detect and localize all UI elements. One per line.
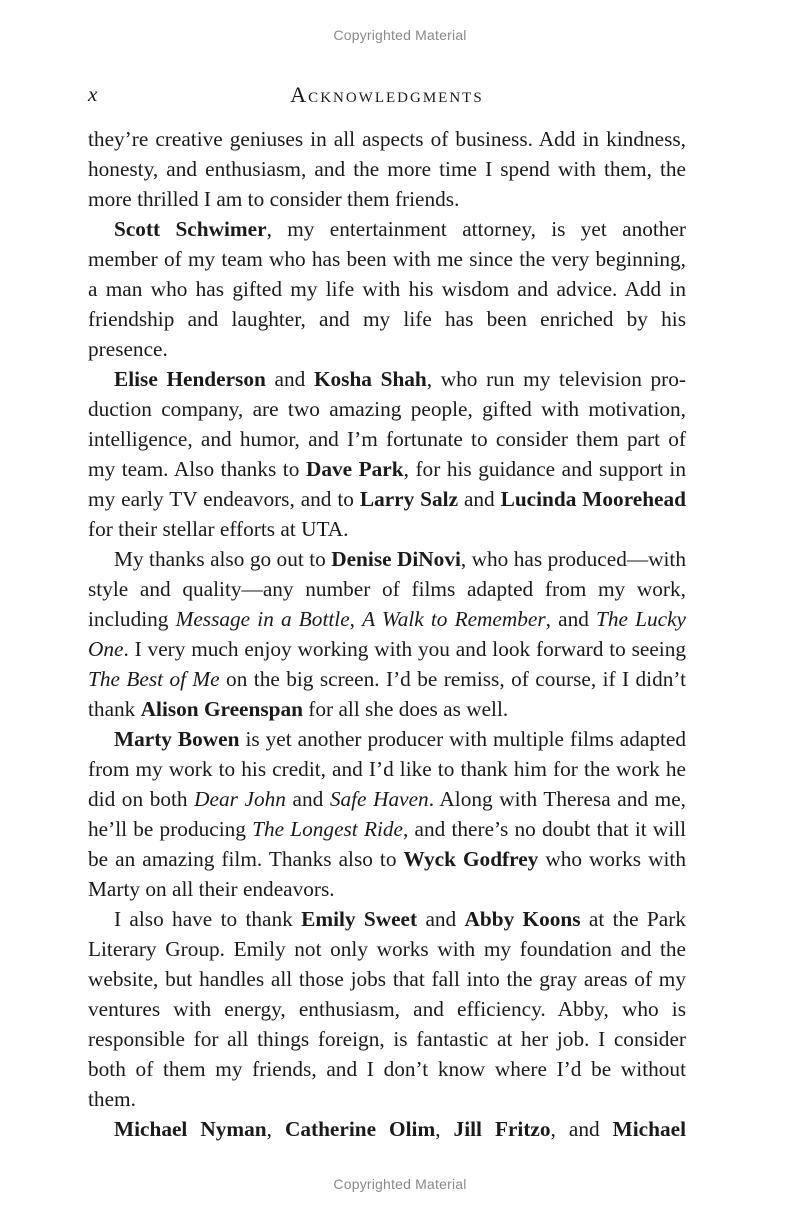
- text-run: , and: [550, 1117, 613, 1141]
- book-title: Safe Haven: [329, 787, 429, 811]
- text-run: My thanks also go out to: [114, 547, 332, 571]
- person-name: Jill Fritzo: [453, 1117, 551, 1141]
- copyright-watermark-top: Copyrighted Material: [333, 27, 467, 43]
- person-name: Scott Schwimer: [114, 217, 267, 241]
- person-name: Michael: [612, 1117, 686, 1141]
- text-run: ,: [435, 1117, 454, 1141]
- paragraph-michael-nyman: [88, 1114, 686, 1144]
- book-title: The Longest Ride: [252, 817, 403, 841]
- text-run: and: [458, 487, 501, 511]
- person-name: Dave Park: [305, 457, 404, 481]
- paragraph-emily-sweet: [88, 904, 686, 1114]
- book-title: A Walk to Remember: [362, 607, 546, 631]
- text-run: they’re creative geniuses in all aspects of business. Add in kindness, honesty, and enthusiasm, and the more time I spend with them, the more thrilled I am to consider them friends.: [88, 127, 686, 211]
- text-run: I also have to thank: [114, 907, 302, 931]
- paragraph-elise-henderson: [88, 364, 686, 544]
- paragraph-scott-schwimer: [88, 214, 686, 364]
- text-run: , and: [545, 607, 597, 631]
- text-run: , for his guidance and support in my early TV endeavors, and to: [88, 457, 686, 511]
- body-text: [88, 124, 686, 1144]
- book-title: Message in a Bottle: [175, 607, 350, 631]
- text-run: , my entertainment attorney, is yet another member of my team who has been with me since the very beginning, a man who has gifted my life with his wisdom and advice. Add in friendship and laughter, and my life has been enriched by his presence.: [88, 217, 686, 361]
- book-title: Dear John: [194, 787, 286, 811]
- paragraph-continuation: [88, 124, 686, 214]
- text-run: on the big screen. I’d be remiss, of course, if I didn’t thank: [88, 667, 687, 721]
- text-run: , and there’s no doubt that it will be an amazing film. Thanks also to: [88, 817, 686, 871]
- person-name: Kosha Shah: [313, 367, 427, 391]
- running-head: [88, 82, 686, 110]
- text-run: , who has produced—with style and quality—any number of films adapted from my work, including: [88, 547, 686, 631]
- text-run: . Along with Theresa and me, he’ll be producing: [88, 787, 686, 841]
- text-run: and: [417, 907, 465, 931]
- person-name: Marty Bowen: [114, 727, 240, 751]
- text-run: for all she does as well.: [302, 697, 509, 721]
- text-run: ,: [266, 1117, 285, 1141]
- text-run: and: [265, 367, 314, 391]
- person-name: Catherine Olim: [284, 1117, 436, 1141]
- text-run: for their stellar efforts at UTA.: [88, 517, 349, 541]
- person-name: Alison Greenspan: [140, 697, 303, 721]
- person-name: Michael Nyman: [114, 1117, 267, 1141]
- paragraph-marty-bowen: [88, 724, 686, 904]
- page-number: x: [88, 82, 98, 106]
- person-name: Abby Koons: [464, 907, 581, 931]
- person-name: Wyck Godfrey: [403, 847, 539, 871]
- text-run: is yet another producer with multiple films adapted from my work to his credit, and I’d like to thank him for the work he did on both: [88, 727, 686, 811]
- text-run: who works with Marty on all their endeavors.: [88, 847, 686, 901]
- book-title: The Best of Me: [88, 667, 220, 691]
- person-name: Emily Sweet: [301, 907, 418, 931]
- text-run: . I very much enjoy working with you and look forward to seeing: [123, 637, 686, 661]
- chapter-title: Acknowledgments: [290, 82, 484, 107]
- text-run: ,: [349, 607, 363, 631]
- person-name: Larry Salz: [359, 487, 459, 511]
- paragraph-denise-dinovi: [88, 544, 686, 724]
- person-name: Lucinda Moorehead: [500, 487, 687, 511]
- person-name: Denise DiNovi: [331, 547, 461, 571]
- book-title: The Lucky One: [88, 607, 686, 661]
- text-run: and: [285, 787, 330, 811]
- text-run: at the Park Literary Group. Emily not only works with my foundation and the website, but handles all those jobs that fall into the gray areas of my ventures with energy, enthusiasm, and efficiency. Abby, who is responsible for all things foreign, is fantastic at her job. I consider both of them my friends, and I don’t know where I’d be without them.: [88, 907, 686, 1111]
- text-run: , who run my television production company, are two amazing people, gifted with motivation, intelligence, and humor, and I’m fortunate to consider them part of my team. Also thanks to: [88, 367, 686, 481]
- copyright-watermark-bottom: Copyrighted Material: [333, 1176, 467, 1192]
- person-name: Elise Henderson: [114, 367, 266, 391]
